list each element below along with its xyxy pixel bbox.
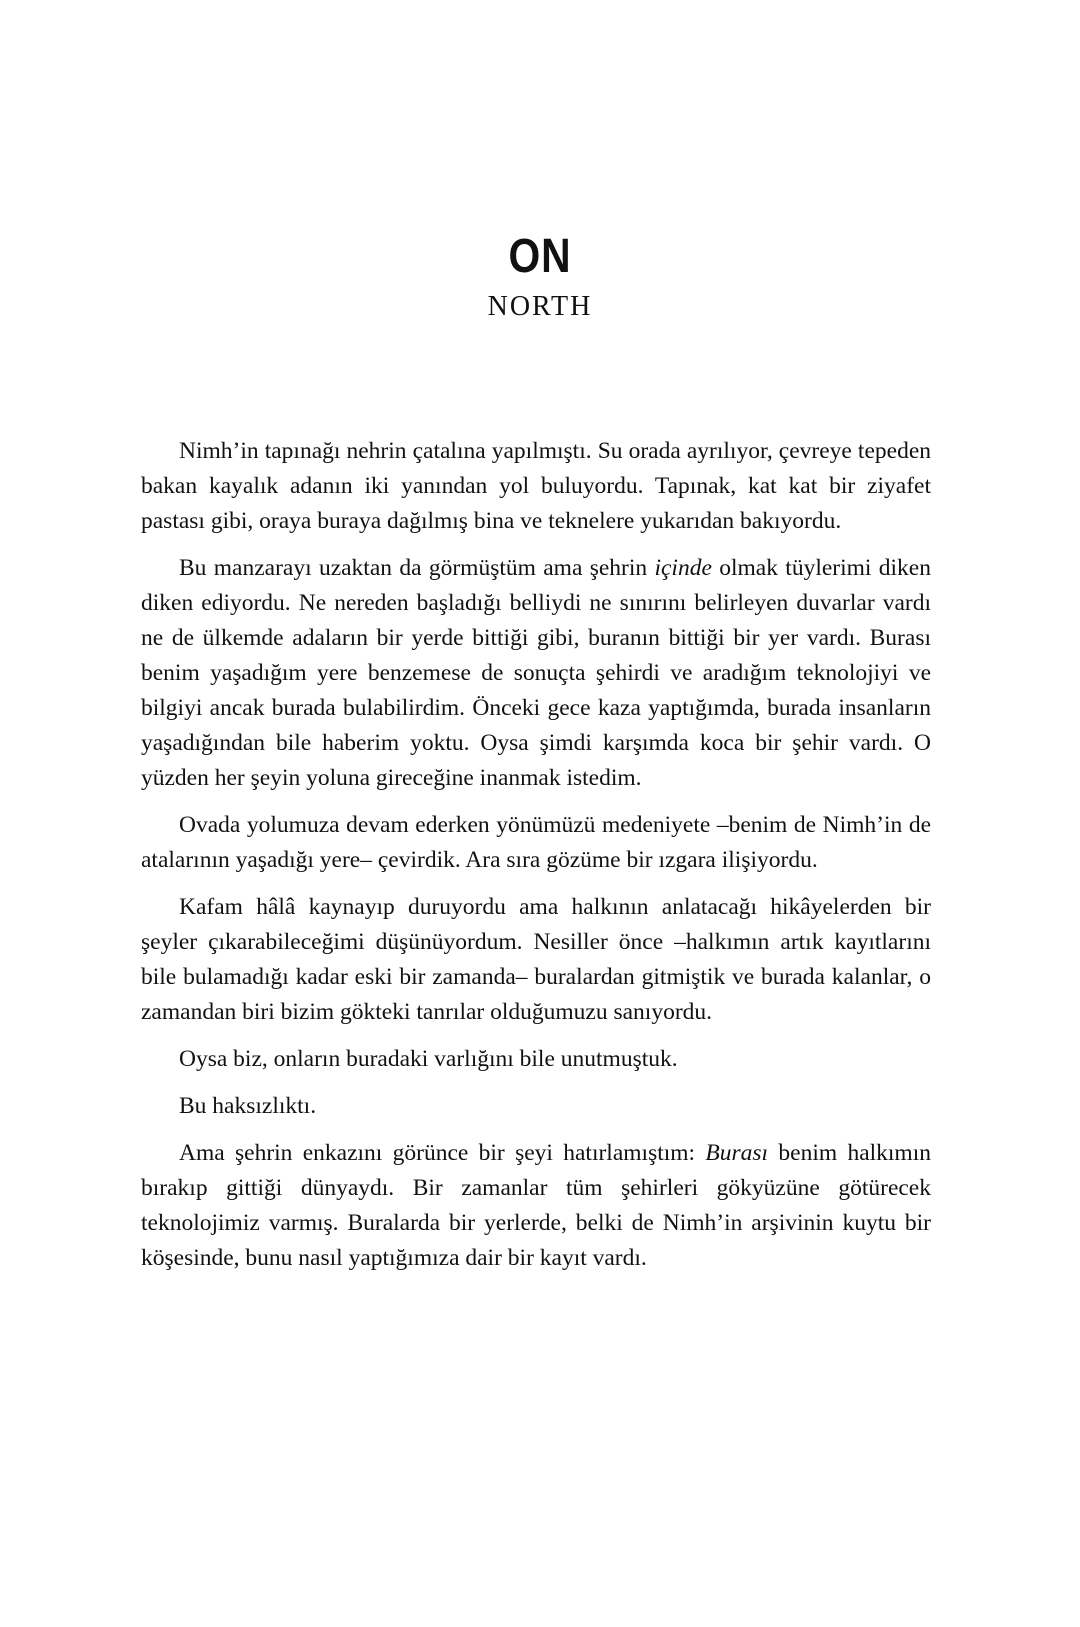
paragraph-2	[141, 551, 931, 796]
paragraph-3: Ovada yolumuza devam ederken yönümüzü medeniyete –benim de Nimh’in de atalarının yaşadığı yere– çevirdik. Ara sıra gözüme bir ızgara ilişiyordu.	[141, 812, 931, 873]
paragraph-7-emphasis: Burası	[705, 1140, 769, 1166]
paragraph-7	[141, 1136, 931, 1276]
paragraph-5: Oysa biz, onların buradaki varlığını bile unutmuştuk.	[179, 1046, 678, 1072]
paragraph-1: Nimh’in tapınağı nehrin çatalına yapılmıştı. Su orada ayrılıyor, çevreye tepeden bakan kayalık adanın iki yanından yol buluyordu. Tapınak, kat kat bir ziyafet pastası gibi, oraya buraya dağılmış bina ve teknelere yukarıdan bakıyordu.	[141, 438, 931, 534]
chapter-title: NORTH	[487, 291, 593, 322]
paragraph-7-text-end: benim halkımın bırakıp gittiği dünyaydı. Bir zamanlar tüm şehirleri gökyüzüne götürecek teknolojimiz varmış. Buralarda bir yerlerde, belki de Nimh’in arşivinin kuytu bir köşesinde, bunu nasıl yaptığımıza dair bir kayıt vardı.	[141, 1140, 931, 1271]
paragraph-2-emphasis: içinde	[654, 555, 712, 581]
paragraph-7-text-start: Ama şehrin enkazını görünce bir şeyi hatırlamıştım:	[179, 1140, 706, 1166]
paragraph-2-text-start: Bu manzarayı uzaktan da görmüştüm ama şehrin	[179, 555, 655, 581]
paragraph-4: Kafam hâlâ kaynayıp duruyordu ama halkının anlatacağı hikâyelerden bir şeyler çıkarabileceğimi düşünüyordum. Nesiller önce –halkımın artık kayıtlarını bile bulamadığı kadar eski bir zamanda– buralardan gitmiştik ve burada kalanlar, o zamandan biri bizim gökteki tanrılar olduğumuzu sanıyordu.	[141, 894, 931, 1025]
paragraph-2-text-end: olmak tüylerimi diken diken ediyordu. Ne nereden başladığı belliydi ne sınırını belirleyen duvarlar vardı ne de ülkemde adaların bir yerde bittiği gibi, buranın bittiği bir yer vardı. Burası benim yaşadığım yere benzemese de sonuçta şehirdi ve aradığım teknolojiyi ve bilgiyi ancak burada bulabilirdim. Önceki gece kaza yaptığımda, burada insanların yaşadığından bile haberim yoktu. Oysa şimdi karşımda koca bir şehir vardı. O yüzden her şeyin yoluna gireceğine inanmak istedim.	[141, 555, 931, 791]
paragraph-6: Bu haksızlıktı.	[179, 1093, 317, 1119]
chapter-body	[141, 434, 931, 1288]
chapter-number: ON	[508, 230, 572, 283]
